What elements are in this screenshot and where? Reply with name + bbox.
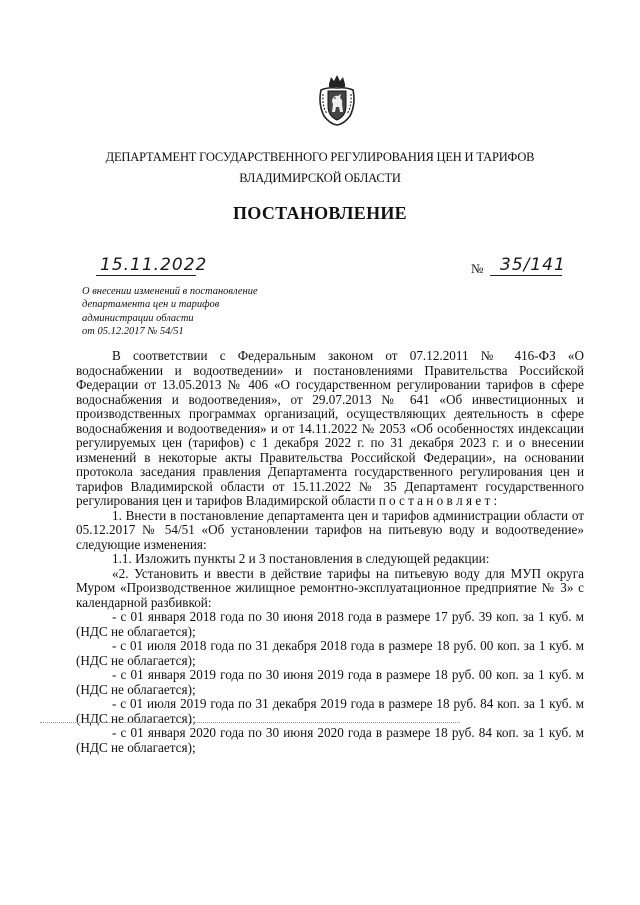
body-paragraph-item1: 1. Внести в постановление департамента цен и тарифов администрации области от 05.12.2017 № 54/51 «Об установлении тарифов на питьевую воду и водоотведение» следующие изменения: [76, 507, 584, 552]
coat-of-arms-icon [316, 74, 358, 126]
tariff-period-item: - с 01 июля 2018 года по 31 декабря 2018 года в размере 18 руб. 00 коп. за 1 куб. м (НДС не облагается); [76, 638, 584, 668]
tariff-period-item: - с 01 января 2018 года по 30 июня 2018 года в размере 17 руб. 39 коп. за 1 куб. м (НДС не облагается); [76, 609, 584, 639]
subject-line: от 05.12.2017 № 54/51 [82, 326, 184, 338]
tariff-period-item: - с 01 июля 2019 года по 31 декабря 2019 года в размере 18 руб. 84 коп. за 1 куб. м (НДС не облагается); [76, 696, 584, 726]
document-number: 35/141 [500, 255, 566, 275]
number-underline [490, 275, 562, 276]
number-sign: № [471, 261, 484, 276]
subject-line: департамента цен и тарифов [82, 299, 220, 311]
body-paragraph-item1-1: 1.1. Изложить пункты 2 и 3 постановления в следующей редакции: [112, 551, 490, 566]
subject-line: администрации области [82, 312, 194, 324]
body-paragraph-item2: «2. Установить и ввести в действие тарифы на питьевую воду для МУП округа Муром «Производственное жилищное ремонтно-эксплуатационное предприятие № 3» с календарной разбивкой: [76, 565, 584, 610]
tariff-period-item: - с 01 января 2019 года по 30 июня 2019 года в размере 18 руб. 00 коп. за 1 куб. м (НДС не облагается); [76, 667, 584, 697]
subject-line: О внесении изменений в постановление [82, 286, 258, 297]
document-body [76, 349, 584, 755]
department-name-line1: ДЕПАРТАМЕНТ ГОСУДАРСТВЕННОГО РЕГУЛИРОВАНИЯ ЦЕН И ТАРИФОВ [105, 150, 535, 164]
scan-artifact-line [40, 722, 460, 723]
body-paragraph-preamble: В соответствии с Федеральным законом от 07.12.2011 № 416-ФЗ «О водоснабжении и водоотведении» и постановлениями Правительства Российской Федерации от 13.05.2013 № 406 «О государственном регулировании тарифов в сфере водоснабжения и водоотведения», от 29.07.2013 № 641 «Об инвестиционных и производственных программах организаций, осуществляющих деятельность в сфере водоснабжения и водоотведения» и от 14.11.2022 № 2053 «Об особенностях индексации регулируемых цен (тарифов) с 1 декабря 2022 г. по 31 декабря 2023 г. и о внесении изменений в некоторые акты Правительства Российской Федерации», на основании протокола заседания правления Департамента государственного регулирования цен и тарифов Владимирской области от 15.11.2022 № 35 Департамент государственного регулирования цен и тарифов Владимирской области п о с т а н о в л я е т : [76, 348, 584, 508]
date-underline [96, 275, 196, 276]
department-name-line2: ВЛАДИМИРСКОЙ ОБЛАСТИ [239, 171, 401, 185]
document-subject [82, 285, 322, 339]
tariff-period-item: - с 01 января 2020 года по 30 июня 2020 года в размере 18 руб. 84 коп. за 1 куб. м (НДС не облагается); [76, 725, 584, 755]
document-type-title: ПОСТАНОВЛЕНИЕ [233, 203, 407, 223]
document-date: 15.11.2022 [100, 255, 208, 275]
